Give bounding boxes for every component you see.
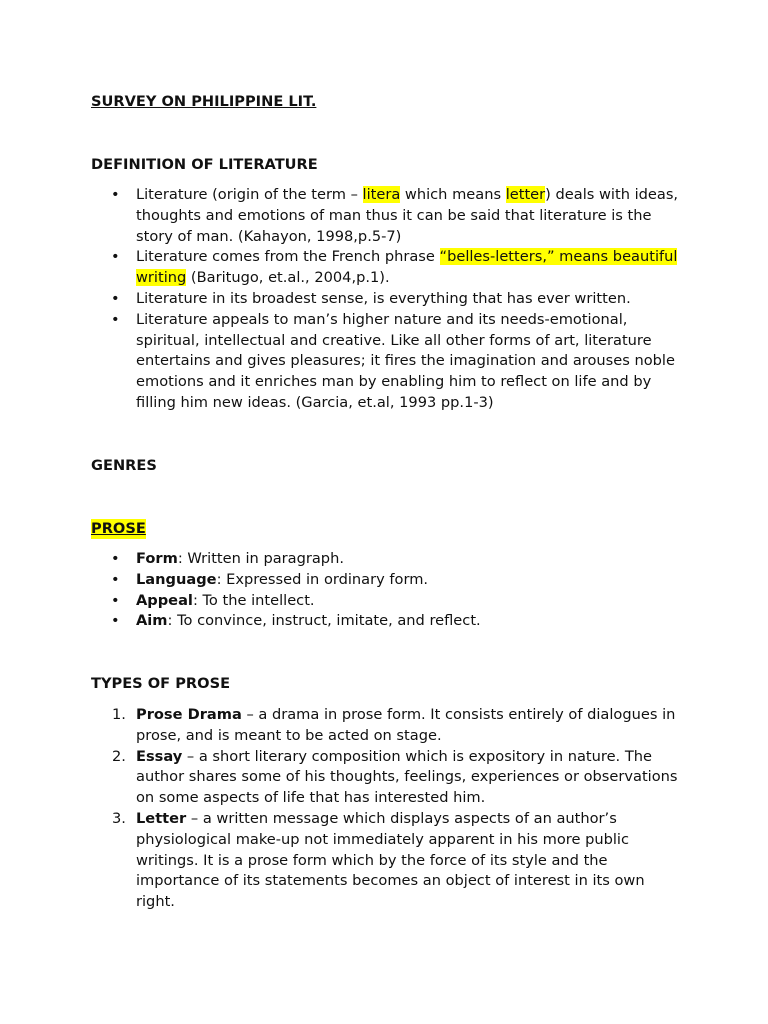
list-item: • Literature comes from the French phrase “belles-letters,” means beautiful writing (Baritugo, et.al., 2004,p.1). (111, 248, 678, 287)
prose-list (91, 549, 691, 632)
highlighted-text: letter (505, 186, 546, 203)
bullet-icon: • (111, 248, 120, 266)
list-item: • Literature in its broadest sense, is everything that has ever written. (91, 289, 691, 310)
types-heading: TYPES OF PROSE (91, 675, 231, 692)
bullet-icon: • (111, 570, 120, 588)
bullet-icon: • (111, 186, 120, 203)
bullet-icon: • (111, 289, 120, 307)
bullet-icon: • (111, 310, 120, 328)
genres-heading: GENRES (91, 457, 157, 474)
types-list (91, 705, 691, 913)
highlighted-text: litera (362, 186, 401, 203)
list-number: 2. (112, 747, 126, 765)
list-item: 3. Letter – a written message which displays aspects of an author’s physiological make-up not immediately apparent in his more public writings. It is a prose form which by the force of its style and the importance of its statements becomes an object of interest in its own right. (112, 809, 645, 911)
definition-list (91, 185, 691, 414)
definition-heading: DEFINITION OF LITERATURE (91, 156, 318, 173)
bullet-icon: • (111, 550, 120, 567)
list-item: • Aim: To convince, instruct, imitate, and reflect. (91, 611, 691, 632)
bullet-icon: • (111, 591, 120, 609)
list-item: • Literature (origin of the term – litera which means letter) deals with ideas, thoughts and emotions of man thus it can be said that literature is the story of man. (Kahayon, 1998,p.5-7) (111, 186, 679, 245)
prose-heading: PROSE (91, 520, 146, 537)
list-number: 1. (112, 706, 126, 723)
list-item: • Appeal: To the intellect. (91, 591, 691, 612)
list-item: • Form: Written in paragraph. (91, 549, 691, 570)
document-title: SURVEY ON PHILIPPINE LIT. (91, 93, 317, 110)
highlighted-text: “belles-letters,” means beautiful writing (136, 248, 678, 287)
list-item: 1. Prose Drama – a drama in prose form. It consists entirely of dialogues in prose, and is meant to be acted on stage. (112, 706, 676, 744)
list-number: 3. (112, 809, 126, 827)
list-item: • Literature appeals to man’s higher nature and its needs-emotional, spiritual, intellectual and creative. Like all other forms of art, literature entertains and gives pleasures; it fires the imagination and arouses noble emotions and it enriches man by enabling him to reflect on life and by filling him new ideas. (Garcia, et.al, 1993 pp.1-3) (111, 310, 675, 411)
list-item: 2. Essay – a short literary composition which is expository in nature. The author shares some of his thoughts, feelings, experiences or observations on some aspects of life that has interested him. (112, 747, 678, 807)
bullet-icon: • (111, 612, 120, 630)
list-item: • Language: Expressed in ordinary form. (91, 570, 691, 591)
